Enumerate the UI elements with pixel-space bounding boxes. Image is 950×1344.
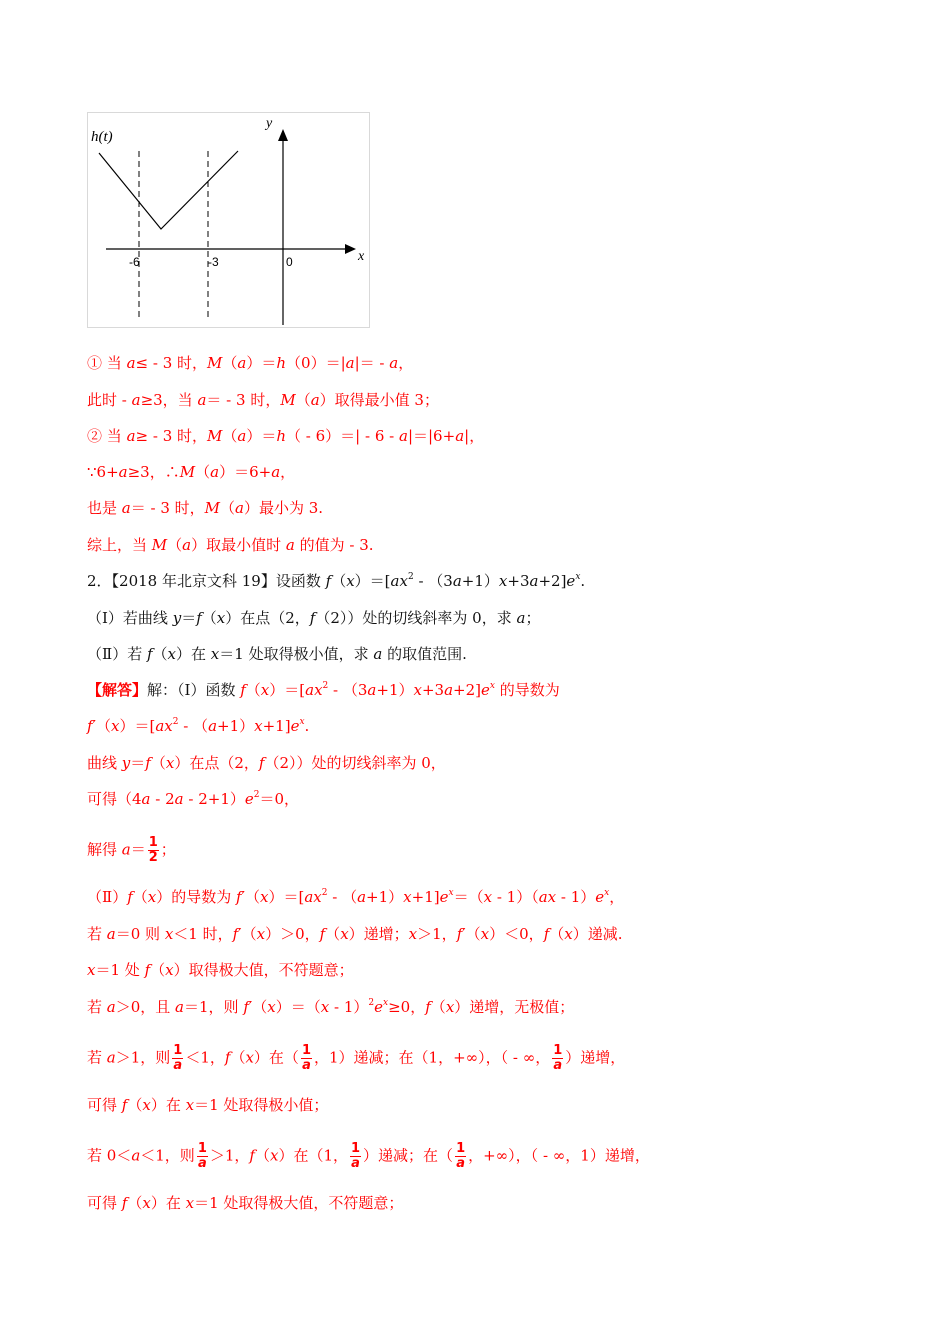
fraction-1-over-a: $\frac{1}{a}$ [197,1141,207,1171]
solution-2-case-a-gt-1: 若 a＞1，则 $\frac{1}{a}$ ＜1，f（x）在（ $\frac{1}{a}$ ，1）递减；在（1，+∞），（ - ∞， $\frac{1}{a}$ ）递增， [87,1043,626,1073]
solution-2-case-a0: 若 a＝0 则 x＜1 时，f′（x）＞0，f（x）递增；x＞1，f′（x）＜0，f（x）递减. [87,925,623,943]
y-axis-arrow [278,129,288,141]
fraction-one-half: $\frac{1}{2}$ [148,835,158,865]
y-axis-label: y [266,116,273,131]
solution-2-case-a1: 若 a＞0，且 a＝1，则 $f'(x)=(x - 1)^2e^x\ge 0$，f（x）递增，无极值； [87,998,575,1016]
solution-2-min-conclusion: 可得 f（x）在 x＝1 处取得极小值； [87,1096,329,1114]
x-axis-arrow [345,244,356,254]
solution-line-because: ∵6+a≥3，∴M（a）＝6+a， [87,463,296,481]
x-axis-label: x [358,249,365,264]
h-function-label: h(t) [91,129,113,145]
tick-label-neg6: -6 [129,255,140,269]
solution-2-case-a0-conclusion: x＝1 处 f（x）取得极大值，不符题意； [87,961,354,979]
fraction-1-over-a: $\frac{1}{a}$ [456,1141,466,1171]
solution-2-case-a-lt-1: 若 0＜a＜1，则 $\frac{1}{a}$ ＞1，f（x）在（1， $\frac{1}{a}$ ）递减；在（ $\frac{1}{a}$ ，+∞），（ - ∞，1）递增， [87,1141,650,1171]
problem-2-part-1: （Ⅰ）若曲线 y＝f（x）在点（2，f（2））处的切线斜率为 0，求 a； [87,609,541,627]
fraction-1-over-a: $\frac{1}{a}$ [173,1043,183,1073]
solution-line-case1: ① 当 a≤ - 3 时，M（a）＝h（0）＝|a|＝ - a， [87,354,414,372]
problem-2-part-2: （Ⅱ）若 f（x）在 x＝1 处取得极小值，求 a 的取值范围. [87,645,467,663]
graph-figure [87,112,370,328]
solution-2-equation: 可得$(4a - 2a - 2+1)e^2=0$， [87,790,300,808]
solution-2-result: 解得 a＝ $\frac{1}{2}$ ； [87,835,176,865]
fraction-1-over-a: $\frac{1}{a}$ [301,1043,311,1073]
solution-line-case2-min: 也是 a＝ - 3 时，M（a）最小为 3. [87,499,324,517]
fraction-1-over-a: $\frac{1}{a}$ [351,1141,361,1171]
solution-line-case1-min: 此时 - a≥3，当 a＝ - 3 时，M（a）取得最小值 3； [87,391,439,409]
solution-2-part-2-derivative: （Ⅱ）f（x）的导数为 $f'(x)=[ax^2 - (a+1)x+1]e^x=(x - 1)(ax - 1)e^x$， [87,888,625,906]
solution-line-conclusion: 综上，当 M（a）取最小值时 a 的值为 - 3. [87,536,374,554]
h-curve [99,151,238,229]
solution-2-tangent: 曲线 y＝f（x）在点（2，f（2））处的切线斜率为 0， [87,754,446,772]
tick-label-neg3: -3 [208,255,219,269]
solution-2-derivative: $f'(x)=[ax^2 - (a+1)x+1]e^x$. [87,717,310,735]
fraction-1-over-a: $\frac{1}{a}$ [553,1043,563,1073]
graph-svg [88,113,371,329]
solution-2-max-conclusion: 可得 f（x）在 x＝1 处取得极大值，不符题意； [87,1194,404,1212]
tick-label-0: 0 [286,255,293,269]
problem-2-statement: 2．【2018 年北京文科 19】设函数 $f(x)=[ax^2 - (3a+1)x+3a+2]e^x$. [87,572,586,590]
solution-2-intro: 【解答】解：（Ⅰ）函数 $f(x)=[ax^2 - (3a+1)x+3a+2]e^x$ 的导数为 [87,681,560,699]
solution-line-case2: ② 当 a≥ - 3 时，M（a）＝h（ - 6）＝| - 6 - a|＝|6+a|， [87,427,485,445]
